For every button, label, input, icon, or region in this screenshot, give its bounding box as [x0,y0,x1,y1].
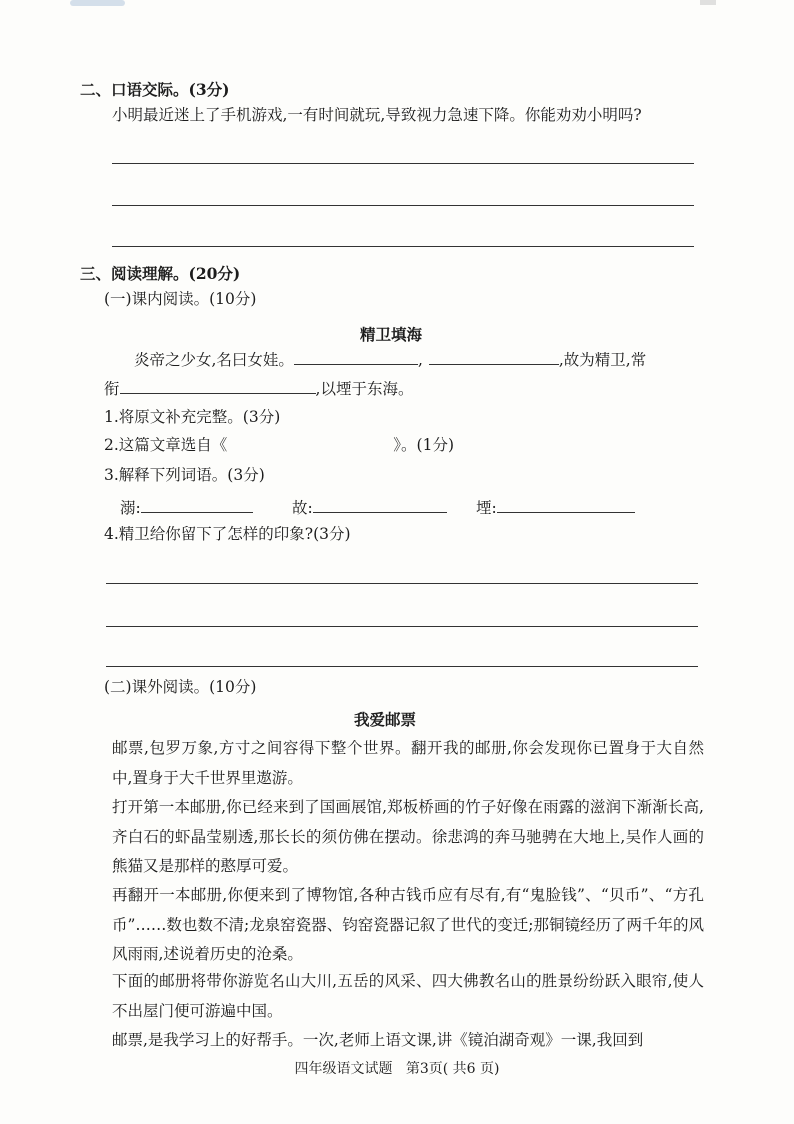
answer-line[interactable] [112,205,694,206]
passage-text: ,以堙于东海。 [315,380,414,398]
question-text: 2.这篇文章选自《 [104,436,228,454]
answer-line[interactable] [112,246,694,247]
subsection-heading-inclass: (一)课内阅读。(10分) [104,290,257,308]
definition-row [120,498,253,517]
word-label: 溺: [120,499,141,517]
passage-line [134,350,646,369]
passage-text: 衔 [104,380,120,398]
answer-line[interactable] [106,666,698,667]
passage-paragraph: 邮票,包罗万象,方寸之间容得下整个世界。翻开我的邮册,你会发现你已置身于大自然中,置身于大千世界里遨游。 [112,739,704,787]
passage-text: 炎帝之少女,名曰女娃。 [134,351,294,369]
word-label: 故: [292,499,313,517]
question-text: 》。(1分) [393,436,455,454]
passage-paragraph: 下面的邮册将带你游览名山大川,五岳的风采、四大佛教名山的胜景纷纷跃入眼帘,使人不出屋门便可游遍中国。 [112,972,704,1020]
section-heading-oral: 二、口语交际。(3分) [80,80,230,99]
definition-blank[interactable] [313,498,447,513]
definition-blank[interactable] [497,498,635,513]
question-3: 3.解释下列词语。(3分) [104,466,265,484]
question-4: 4.精卫给你留下了怎样的印象?(3分) [104,525,351,543]
answer-line[interactable] [106,583,698,584]
question-2 [104,438,454,454]
definition-blank[interactable] [141,498,253,513]
passage-text: , [417,351,423,369]
definition-row [292,498,447,517]
passage-text: ,故为精卫,常 [558,351,647,369]
scan-artifact [700,0,716,5]
passage-paragraph: 邮票,是我学习上的好帮手。一次,老师上语文课,讲《镜泊湖奇观》一课,我回到 [112,1031,644,1049]
fill-blank[interactable] [294,350,418,365]
passage-line [104,379,413,398]
fill-blank[interactable] [120,379,316,394]
oral-prompt: 小明最近迷上了手机游戏,一有时间就玩,导致视力急速下降。你能劝劝小明吗? [112,106,642,124]
subsection-heading-extracurricular: (二)课外阅读。(10分) [104,678,257,696]
fill-blank[interactable] [429,350,559,365]
scan-artifact [70,0,125,6]
passage-paragraph: 再翻开一本邮册,你便来到了博物馆,各种古钱币应有尽有,有“鬼脸钱”、“贝币”、“方孔币”……数也数不清;龙泉窑瓷器、钧窑瓷器记叙了世代的变迁;那铜镜经历了两千年的风风雨雨,述说着历史的沧桑。 [112,886,704,963]
answer-line[interactable] [106,626,698,627]
page-footer: 四年级语文试题 第3页( 共6 页) [294,1061,500,1077]
passage-paragraph: 打开第一本邮册,你已经来到了国画展馆,郑板桥画的竹子好像在雨露的滋润下渐渐长高,齐白石的虾晶莹剔透,那长长的须仿佛在摆动。徐悲鸿的奔马驰骋在大地上,吴作人画的熊猫又是那样的憨厚可爱。 [112,798,704,875]
word-label: 堙: [476,499,497,517]
answer-line[interactable] [112,163,694,164]
section-heading-reading: 三、阅读理解。(20分) [80,264,241,283]
question-1: 1.将原文补充完整。(3分) [104,408,281,426]
passage-title: 我爱邮票 [354,710,417,729]
passage-title: 精卫填海 [360,325,423,344]
definition-row [476,498,635,517]
